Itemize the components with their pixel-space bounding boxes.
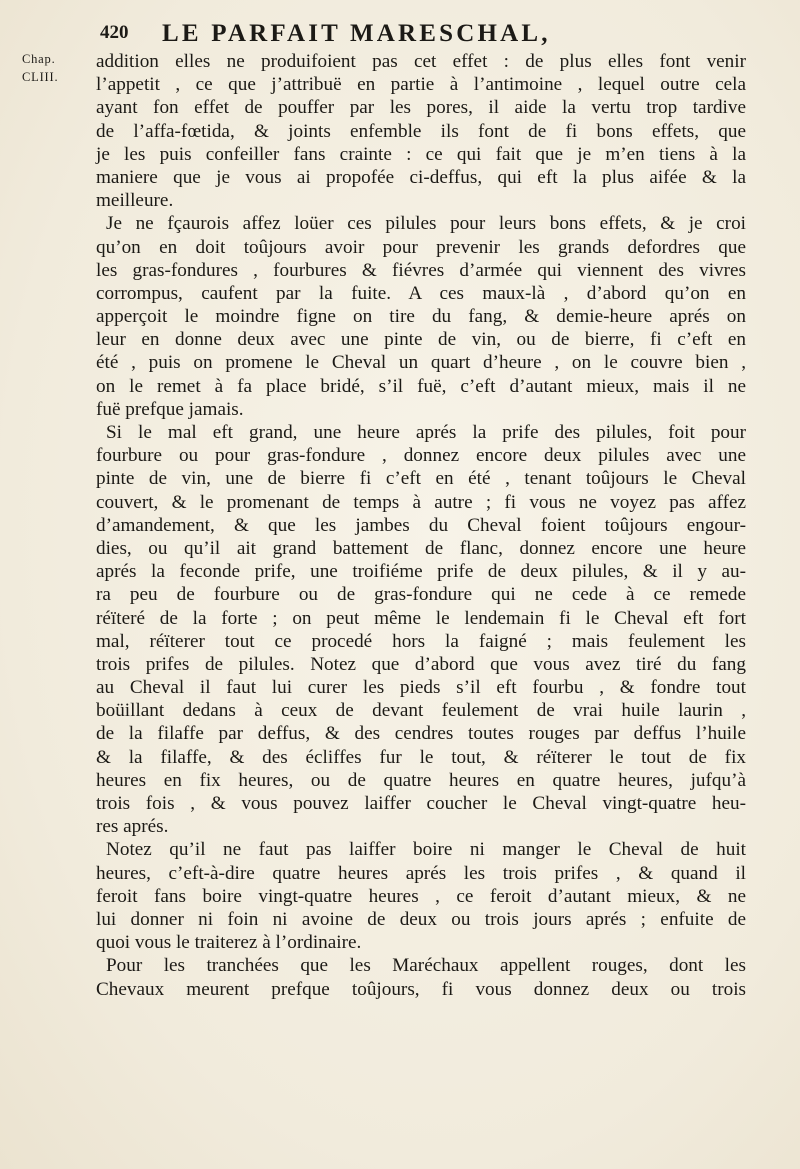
- text-line: trois fois , & vous pouvez laiffer coucher le Cheval vingt-quatre heu-: [96, 793, 746, 814]
- text-line: heures en fix heures, ou de quatre heures en quatre heures, jufqu’à: [96, 769, 746, 791]
- text-line: Notez qu’il ne faut pas laiffer boire ni manger le Cheval de huit: [106, 839, 746, 861]
- text-line: leur en donne deux avec une pinte de vin, ou de bierre, fi c’eft en: [96, 329, 746, 351]
- text-line: l’appetit , ce que j’attribuë en partie à l’antimoine , lequel outre cela: [96, 74, 746, 96]
- text-line: meilleure.: [96, 190, 174, 212]
- text-line: d’amandement, & que les jambes du Cheval foient toûjours engour-: [96, 514, 746, 536]
- text-line: res aprés.: [96, 816, 169, 838]
- text-line: couvert, & le promenant de temps à autre ; fi vous ne voyez pas affez: [96, 491, 746, 513]
- page-header: [100, 20, 740, 54]
- body-text: [96, 50, 746, 1001]
- text-line: réïteré de la forte ; on peut même le lendemain fi le Cheval eft fort: [96, 607, 746, 629]
- text-line: trois prifes de pilules. Notez que d’abord que vous avez tiré du fang: [96, 653, 746, 675]
- text-line: Chevaux meurent prefque toûjours, fi vous donnez deux ou trois: [96, 978, 746, 1000]
- chapter-label: Chap.: [22, 52, 56, 66]
- text-line: Si le mal eft grand, une heure aprés la prife des pilules, foit pour: [106, 422, 746, 443]
- text-line: dies, ou qu’il ait grand battement de flanc, donnez encore une heure: [96, 537, 746, 559]
- text-line: lui donner ni foin ni avoine de deux ou trois jours aprés ; enfuite de: [96, 908, 746, 930]
- text-line: boüillant dedans à ceux de devant feulement de vrai huile laurin ,: [96, 700, 746, 722]
- text-line: ra peu de fourbure ou de gras-fondure qui ne cede à ce remede: [96, 584, 746, 606]
- chapter-margin-note: [22, 50, 72, 86]
- text-line: ayant fon effet de pouffer par les pores, il aide la vertu trop tardive: [96, 97, 746, 119]
- running-title: LE PARFAIT MARESCHAL,: [162, 20, 551, 47]
- text-line: & la filaffe, & des écliffes fur le tout, & réïterer le tout de fix: [96, 746, 746, 768]
- text-line: maniere que je vous ai propofée ci-deffus, qui eft la plus aifée & la: [96, 166, 746, 188]
- text-line: on le remet à fa place bridé, s’il fuë, c’eft d’autant mieux, mais il ne: [96, 375, 746, 397]
- text-line: feroit fans boire vingt-quatre heures , ce feroit d’autant mieux, & ne: [96, 885, 746, 907]
- text-line: aprés la feconde prife, une troifiéme prife de deux pilules, & il y au-: [96, 561, 746, 583]
- text-line: les gras-fondures , fourbures & fiévres d’armée qui viennent des vivres: [96, 259, 746, 281]
- text-line: Pour les tranchées que les Maréchaux appellent rouges, dont les: [106, 955, 746, 977]
- text-line: fuë prefque jamais.: [96, 398, 244, 420]
- text-line: heures, c’eft-à-dire quatre heures aprés les trois prifes , & quand il: [96, 862, 746, 884]
- text-line: de la filaffe par deffus, & des cendres toutes rouges par deffus l’huile: [96, 723, 746, 745]
- chapter-number: CLIII.: [22, 70, 59, 84]
- text-line: addition elles ne produifoient pas cet effet : de plus elles font venir: [96, 51, 746, 72]
- text-line: été , puis on promene le Cheval un quart d’heure , on le couvre bien ,: [96, 352, 746, 374]
- text-line: quoi vous le traiterez à l’ordinaire.: [96, 932, 362, 954]
- text-line: au Cheval il faut lui curer les pieds s’il eft fourbu , & fondre tout: [96, 677, 746, 699]
- text-line: fourbure ou pour gras-fondure , donnez encore deux pilules avec une: [96, 445, 746, 467]
- text-line: apperçoit le moindre figne on tire du fang, & demie-heure aprés on: [96, 306, 746, 328]
- text-line: corrompus, caufent par la fuite. A ces maux-là , d’abord qu’on en: [96, 282, 746, 304]
- text-line: mal, réïterer tout ce procedé hors la faigné ; mais feulement les: [96, 630, 746, 652]
- text-line: de l’affa-fœtida, & joints enfemble ils font de fi bons effets, que: [96, 120, 746, 142]
- text-line: Je ne fçaurois affez loüer ces pilules pour leurs bons effets, & je croi: [106, 213, 746, 235]
- text-line: je les puis confeiller fans crainte : ce qui fait que je m’en tiens à la: [96, 143, 746, 165]
- text-line: qu’on en doit toûjours avoir pour prevenir les grands defordres que: [96, 236, 746, 258]
- page-number: 420: [100, 22, 129, 43]
- text-line: pinte de vin, une de bierre fi c’eft en été , tenant toûjours le Cheval: [96, 468, 746, 490]
